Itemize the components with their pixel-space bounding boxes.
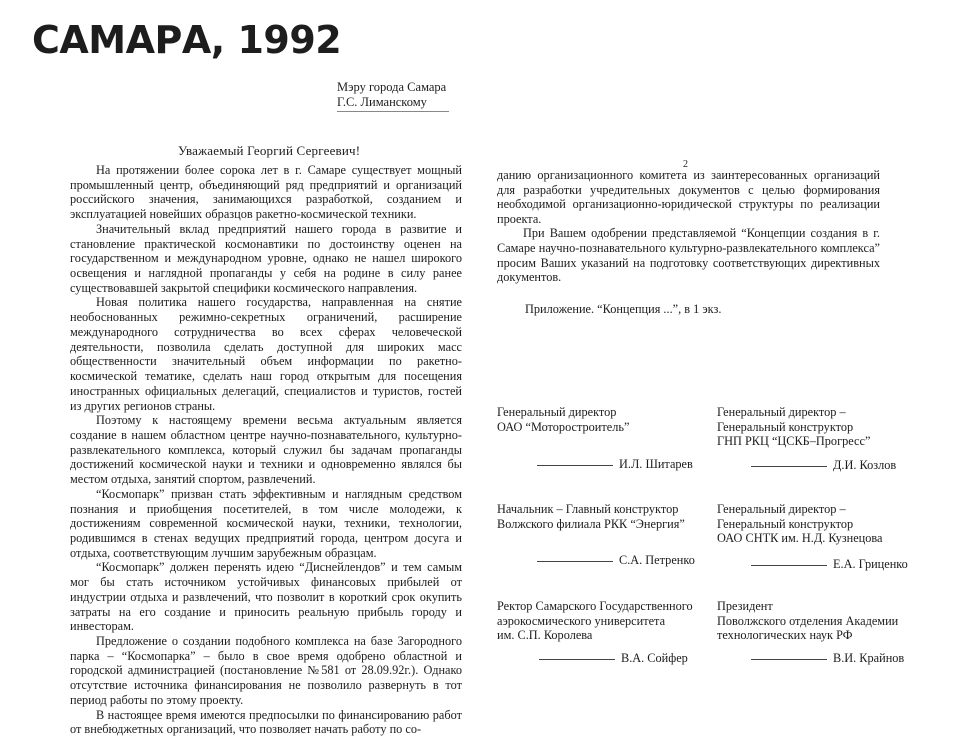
paragraph: На протяжении более сорока лет в г. Самаре существует мощный промышленный центр, объединяющий ряд предприятий и организаций российского значения, занимающихся разработкой, созданием и эксплуатацией новейших образцов ракетно-космической техники. — [70, 163, 462, 222]
signature-line — [497, 651, 712, 666]
signatory-position: Генеральный конструктор — [717, 516, 854, 531]
signatory-block — [717, 599, 932, 665]
addressee-line-1: Мэру города Самара — [337, 80, 447, 94]
paragraph: Значительный вклад предприятий нашего города в развитие и становление практической космонавтики по достоинству оценен на государственном и международном уровне, однако не нашел широкого освещения и наглядной пропаганды у себя на родине в силу ранее существовавшей закрытой специфики космического направления. — [70, 221, 462, 295]
signatory-block — [717, 502, 932, 571]
signatory-position: Генеральный конструктор — [717, 419, 854, 434]
salutation: Уважаемый Георгий Сергеевич! — [178, 143, 361, 158]
page-1-body — [70, 163, 462, 737]
page-number: 2 — [683, 159, 688, 170]
paragraph: Поэтому к настоящему времени весьма актуальным является создание в нашем областном центре научно-познавательного, культурно-развлекательного комплекса, который служил бы задачам пропаганды достижений космической науки и техники и одновременно являлся бы местом отдыха, занятий спортом, развлечений. — [70, 413, 462, 487]
slide-title: САМАРА, 1992 — [32, 18, 342, 62]
paragraph: Новая политика нашего государства, направленная на снятие необоснованных режимно-секретных ограничений, расширение международного сотрудничества во всех сферах человеческой деятельности, позволила сделать доступной для широких масс общественности значительный объем информации по ракетно-космической тематике, сделать наш город открытым для посещения иностранных официальных делегаций, специалистов и туристов, гостей из других регионов страны. — [70, 295, 462, 413]
signatory-position: Начальник – Главный конструктор — [497, 502, 679, 516]
signatory-position: Ректор Самарского Государственного — [497, 599, 693, 613]
signatory-position: Волжского филиала РКК “Энергия” — [497, 516, 685, 531]
signatory-position: ГНП РКЦ “ЦСКБ–Прогресс” — [717, 434, 871, 449]
page-2-body — [497, 168, 880, 285]
signature-line — [717, 458, 932, 473]
addressee-underline — [337, 111, 449, 112]
signatory-position: Президент — [717, 599, 773, 613]
signature-line — [717, 557, 932, 572]
signatory-block — [497, 405, 707, 472]
signatory-block — [497, 502, 712, 568]
paragraph: “Космопарк” должен перенять идею “Диснейлендов” и тем самым мог бы стать источником устойчивых финансовых прибылей от индустрии отдыха и развлечений, что позволит в короткий срок окупить затраты на его создание и приносить реальную прибыль городу и инвесторам. — [70, 560, 462, 634]
signatory-block — [717, 405, 932, 472]
signatory-name: С.А. Петренко — [619, 553, 695, 568]
paragraph: В настоящее время имеются предпосылки по финансированию работ от внебюджетных организаций, что позволяет начать работу по со- — [70, 707, 462, 737]
signatory-position: ОАО “Моторостроитель” — [497, 419, 630, 434]
signatory-name: Д.И. Козлов — [833, 457, 897, 472]
addressee-block — [337, 80, 457, 112]
signatory-block — [497, 599, 712, 665]
signatory-position: им. С.П. Королева — [497, 628, 593, 643]
signatory-position: технологических наук РФ — [717, 628, 853, 643]
paragraph: При Вашем одобрении представляемой “Концепции создания в г. Самаре научно-познавательного культурно-развлекательного комплекса” просим Ваших указаний на подготовку соответствующих директивных документов. — [497, 226, 880, 285]
paragraph: данию организационного комитета из заинтересованных организаций для разработки учредительных документов с целью формирования необходимой организационно-юридической структуры по реализации проекта. — [497, 168, 880, 226]
attachment-note: Приложение. “Концепция ...”, в 1 экз. — [525, 302, 722, 316]
signatory-position: Генеральный директор — [497, 405, 617, 419]
signature-line — [497, 457, 707, 472]
signatory-name: Е.А. Гриценко — [833, 556, 908, 571]
signatory-name: В.И. Крайнов — [833, 650, 905, 665]
signature-rule — [751, 659, 827, 660]
signature-rule — [751, 565, 827, 566]
signature-rule — [537, 561, 613, 562]
addressee-line-2: Г.С. Лиманскому — [337, 95, 427, 109]
signatory-position: Поволжского отделения Академии — [717, 613, 899, 628]
signatory-name: В.А. Сойфер — [621, 650, 688, 665]
signatory-name: И.Л. Шитарев — [619, 457, 693, 472]
signatory-position: аэрокосмического университета — [497, 613, 666, 628]
signature-rule — [537, 465, 613, 466]
paragraph: “Космопарк” призван стать эффективным и наглядным средством познания и приобщения посетителей, в том числе молодежи, к достижениям современной космической науки, техники, технологии, родившимся в стенах ведущих предприятий города, центром досуга и отдыха, соответствующим лучшим зарубежным образцам. — [70, 486, 462, 560]
signature-line — [717, 651, 932, 666]
paragraph: Предложение о создании подобного комплекса на базе Загородного парка – “Космопарка” – было в свое время одобрено областной и городской администрацией (постановление №581 от 28.09.92г.). Однако отсутствие источника финансирования не позволило развернуть в тот период работы по этому проекту. — [70, 634, 462, 707]
signature-line — [497, 553, 712, 568]
signatory-position: Генеральный директор – — [717, 405, 846, 419]
signatory-position: Генеральный директор – — [717, 502, 846, 516]
signature-rule — [751, 466, 827, 467]
signature-rule — [539, 659, 615, 660]
signatory-position: ОАО СНТК им. Н.Д. Кузнецова — [717, 531, 883, 546]
